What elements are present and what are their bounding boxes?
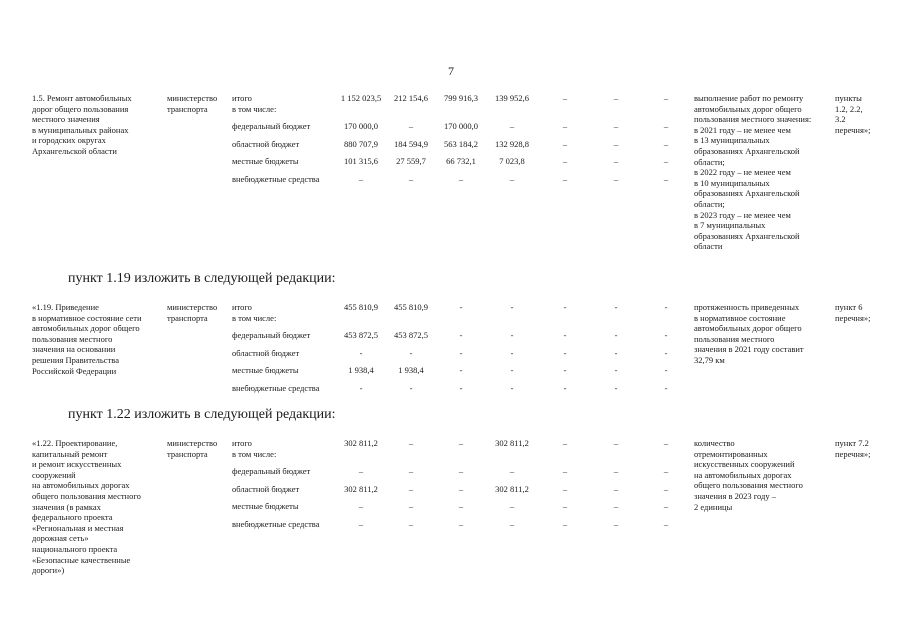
activity-title: сооружений xyxy=(32,469,76,480)
activity-title: в муниципальных районах xyxy=(32,124,129,135)
funding-value: - xyxy=(459,365,463,375)
funding-value: – xyxy=(458,484,464,494)
funding-value: – xyxy=(613,156,619,166)
funding-value: – xyxy=(458,519,464,529)
activity-title: и городских округах xyxy=(32,135,106,146)
expected-result: искусственных сооружений xyxy=(694,459,795,470)
source-label: местные бюджеты xyxy=(232,501,299,511)
activity-title: значения на основании xyxy=(32,344,116,355)
funding-value: – xyxy=(562,501,568,511)
funding-value: 101 315,6 xyxy=(344,156,378,166)
expected-result: образованиях Архангельской xyxy=(694,146,800,156)
funding-value: – xyxy=(663,139,669,149)
funding-value: – xyxy=(358,519,364,529)
funding-value: 170 000,0 xyxy=(344,121,378,131)
funding-value: – xyxy=(408,174,414,184)
executor: транспорта xyxy=(167,448,208,459)
funding-value: – xyxy=(613,438,619,448)
executor: транспорта xyxy=(167,312,208,323)
expected-result: отремонтированных xyxy=(694,448,768,459)
reference-link: перечня»; xyxy=(835,124,871,135)
expected-result: количество xyxy=(694,438,735,448)
funding-value: – xyxy=(613,139,619,149)
expected-result: 2 единицы xyxy=(694,501,733,512)
funding-value: – xyxy=(663,438,669,448)
funding-value: – xyxy=(408,519,414,529)
funding-value: 302 811,2 xyxy=(344,484,378,494)
funding-value: 132 928,8 xyxy=(495,139,529,149)
funding-value: 66 732,1 xyxy=(446,156,476,166)
funding-value: – xyxy=(458,466,464,476)
funding-value: 453 872,5 xyxy=(394,330,428,340)
funding-value: - xyxy=(614,330,618,340)
source-label: местные бюджеты xyxy=(232,156,299,166)
funding-value: – xyxy=(613,121,619,131)
funding-value: - xyxy=(563,330,567,340)
source-label: в том числе: xyxy=(232,312,277,323)
expected-result: в нормативное состояние xyxy=(694,312,786,323)
funding-value: - xyxy=(664,302,668,312)
funding-value: - xyxy=(459,302,463,312)
reference-link: пункт 6 xyxy=(835,302,863,312)
expected-result: значения в 2023 году – xyxy=(694,491,777,501)
activity-title: федерального проекта xyxy=(32,512,113,523)
funding-value: – xyxy=(663,93,669,103)
expected-result: в 2021 году – не менее чем xyxy=(694,124,791,135)
expected-result: автомобильных дорог общего xyxy=(694,323,802,334)
executor: министерство xyxy=(167,93,218,103)
activity-title: дорожная сеть» xyxy=(32,533,89,544)
expected-result: пользования местного значения: xyxy=(694,114,812,125)
funding-value: 1 152 023,5 xyxy=(340,93,382,103)
expected-result: в 2023 году – не менее чем xyxy=(694,209,791,220)
source-label: областной бюджет xyxy=(232,139,300,149)
funding-value: 455 810,9 xyxy=(344,302,378,312)
expected-result: области; xyxy=(694,156,725,167)
funding-value: – xyxy=(562,121,568,131)
funding-value: – xyxy=(509,501,515,511)
activity-title: пользования местного xyxy=(32,333,113,344)
source-label: местные бюджеты xyxy=(232,365,299,375)
source-label: итого xyxy=(232,93,252,103)
activity-title: «1.19. Приведение xyxy=(32,302,99,312)
funding-value: - xyxy=(459,330,463,340)
funding-value: - xyxy=(563,383,567,393)
funding-value: - xyxy=(510,302,514,312)
funding-value: 455 810,9 xyxy=(394,302,428,312)
funding-value: - xyxy=(459,348,463,358)
funding-value: - xyxy=(510,330,514,340)
source-label: внебюджетные средства xyxy=(232,519,320,529)
expected-result: в 10 муниципальных xyxy=(694,177,770,188)
activity-title: в нормативное состояние сети xyxy=(32,312,142,323)
funding-value: – xyxy=(663,466,669,476)
funding-value: – xyxy=(408,438,414,448)
funding-value: – xyxy=(613,174,619,184)
funding-value: - xyxy=(563,365,567,375)
source-label: итого xyxy=(232,302,252,312)
funding-value: - xyxy=(664,383,668,393)
funding-value: - xyxy=(664,330,668,340)
expected-result: в 13 муниципальных xyxy=(694,135,770,146)
funding-value: – xyxy=(663,156,669,166)
expected-result: области; xyxy=(694,199,725,209)
funding-value: – xyxy=(562,156,568,166)
funding-value: – xyxy=(613,501,619,511)
amendment-heading: пункт 1.22 изложить в следующей редакции: xyxy=(68,407,336,422)
activity-title: решения Правительства xyxy=(32,355,119,365)
funding-value: 799 916,3 xyxy=(444,93,478,103)
funding-value: 1 938,4 xyxy=(398,365,424,375)
funding-value: 7 023,8 xyxy=(499,156,525,166)
funding-value: – xyxy=(408,501,414,511)
executor: министерство xyxy=(167,302,218,312)
funding-value: - xyxy=(510,383,514,393)
funding-value: – xyxy=(663,501,669,511)
activity-title: капитальный ремонт xyxy=(32,448,108,459)
activity-title: национального проекта xyxy=(32,544,118,554)
reference-link: перечня»; xyxy=(835,312,871,323)
funding-value: – xyxy=(663,121,669,131)
funding-value: - xyxy=(664,348,668,358)
executor: министерство xyxy=(167,438,218,448)
funding-value: – xyxy=(562,139,568,149)
funding-value: – xyxy=(458,501,464,511)
funding-value: – xyxy=(509,174,515,184)
funding-value: – xyxy=(509,519,515,529)
funding-value: 170 000,0 xyxy=(444,121,478,131)
funding-value: 302 811,2 xyxy=(495,484,529,494)
funding-value: - xyxy=(510,348,514,358)
funding-value: 1 938,4 xyxy=(348,365,374,375)
source-label: областной бюджет xyxy=(232,484,300,494)
funding-value: - xyxy=(614,302,618,312)
funding-value: – xyxy=(613,519,619,529)
funding-value: – xyxy=(562,519,568,529)
funding-value: – xyxy=(358,174,364,184)
source-label: итого xyxy=(232,438,252,448)
funding-value: - xyxy=(409,383,413,393)
funding-value: - xyxy=(359,383,363,393)
funding-value: – xyxy=(613,466,619,476)
funding-value: - xyxy=(614,365,618,375)
source-label: федеральный бюджет xyxy=(232,330,311,340)
funding-value: 27 559,7 xyxy=(396,156,426,166)
expected-result: автомобильных дорог общего xyxy=(694,103,802,114)
activity-title: Российской Федерации xyxy=(32,365,117,376)
source-label: в том числе: xyxy=(232,448,277,459)
activity-title: общего пользования местного xyxy=(32,491,141,501)
activity-title: местного значения xyxy=(32,114,100,125)
funding-value: 302 811,2 xyxy=(344,438,378,448)
expected-result: образованиях Архангельской xyxy=(694,230,800,241)
expected-result: пользования местного xyxy=(694,333,775,344)
funding-value: – xyxy=(358,501,364,511)
funding-value: – xyxy=(408,466,414,476)
source-label: внебюджетные средства xyxy=(232,383,320,393)
funding-value: 563 184,2 xyxy=(444,139,478,149)
funding-value: – xyxy=(562,93,568,103)
funding-value: – xyxy=(458,174,464,184)
activity-title: «1.22. Проектирование, xyxy=(32,438,118,448)
activity-title: Архангельской области xyxy=(32,146,117,156)
funding-value: - xyxy=(614,383,618,393)
funding-value: 139 952,6 xyxy=(495,93,529,103)
funding-value: - xyxy=(459,383,463,393)
expected-result: образованиях Архангельской xyxy=(694,188,800,199)
page-number: 7 xyxy=(448,64,454,78)
activity-title: «Безопасные качественные xyxy=(32,554,131,565)
funding-value: – xyxy=(408,121,414,131)
source-label: областной бюджет xyxy=(232,348,300,358)
funding-value: - xyxy=(563,348,567,358)
funding-value: – xyxy=(509,121,515,131)
funding-value: – xyxy=(613,484,619,494)
funding-value: – xyxy=(562,174,568,184)
source-label: федеральный бюджет xyxy=(232,121,311,131)
activity-title: дорог общего пользования xyxy=(32,103,129,114)
expected-result: 32,79 км xyxy=(694,355,725,365)
funding-value: – xyxy=(408,484,414,494)
funding-value: - xyxy=(409,348,413,358)
reference-link: пункты xyxy=(835,93,862,103)
source-label: в том числе: xyxy=(232,103,277,114)
expected-result: общего пользования местного xyxy=(694,480,803,491)
funding-value: – xyxy=(458,438,464,448)
funding-value: 453 872,5 xyxy=(344,330,378,340)
activity-title: автомобильных дорог общего xyxy=(32,323,140,334)
funding-value: - xyxy=(614,348,618,358)
activity-title: «Региональная и местная xyxy=(32,522,124,533)
funding-value: – xyxy=(613,93,619,103)
activity-title: и ремонт искусственных xyxy=(32,459,122,470)
funding-value: - xyxy=(563,302,567,312)
expected-result: в 2022 году – не менее чем xyxy=(694,167,791,178)
expected-result: на автомобильных дорогах xyxy=(694,469,792,480)
activity-title: 1.5. Ремонт автомобильных xyxy=(32,93,132,103)
reference-link: перечня»; xyxy=(835,448,871,459)
funding-value: – xyxy=(663,174,669,184)
activity-title: на автомобильных дорогах xyxy=(32,480,130,491)
funding-value: – xyxy=(509,466,515,476)
funding-value: 184 594,9 xyxy=(394,139,428,149)
funding-value: – xyxy=(562,484,568,494)
funding-value: - xyxy=(664,365,668,375)
activity-title: значения (в рамках xyxy=(32,501,101,512)
funding-value: 302 811,2 xyxy=(495,438,529,448)
funding-value: 212 154,6 xyxy=(394,93,428,103)
reference-link: 3.2 xyxy=(835,114,846,125)
expected-result: протяженность приведенных xyxy=(694,302,800,312)
funding-value: 880 707,9 xyxy=(344,139,378,149)
funding-value: – xyxy=(562,438,568,448)
funding-value: – xyxy=(562,466,568,476)
activity-title: дороги») xyxy=(32,565,65,576)
funding-value: – xyxy=(663,484,669,494)
funding-value: – xyxy=(358,466,364,476)
expected-result: значения в 2021 году составит xyxy=(694,344,804,355)
funding-value: - xyxy=(359,348,363,358)
source-label: внебюджетные средства xyxy=(232,174,320,184)
expected-result: выполнение работ по ремонту xyxy=(694,93,804,103)
source-label: федеральный бюджет xyxy=(232,466,311,476)
funding-value: - xyxy=(510,365,514,375)
reference-link: 1.2, 2.2, xyxy=(835,103,863,114)
reference-link: пункт 7.2 xyxy=(835,438,869,448)
expected-result: в 7 муниципальных xyxy=(694,220,766,231)
funding-value: – xyxy=(663,519,669,529)
executor: транспорта xyxy=(167,103,208,114)
amendment-heading: пункт 1.19 изложить в следующей редакции: xyxy=(68,271,336,286)
expected-result: области xyxy=(694,241,723,252)
